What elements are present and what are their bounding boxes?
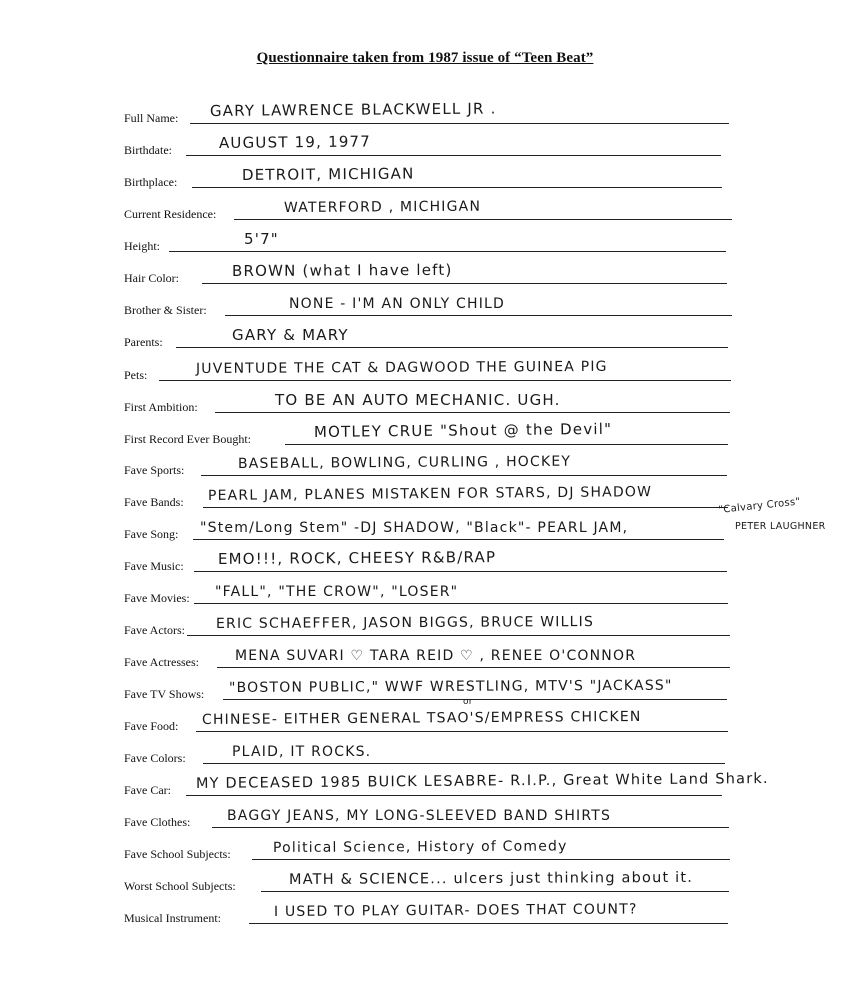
handwritten-answer: BROWN (what I have left) xyxy=(231,260,453,280)
answer-line xyxy=(203,763,725,764)
field-label: Fave Clothes: xyxy=(124,815,191,829)
field-label: Birthplace: xyxy=(124,175,178,189)
field-row xyxy=(124,510,726,542)
field-row xyxy=(124,542,729,574)
field-row xyxy=(124,446,729,478)
answer-line xyxy=(234,219,732,220)
field-row xyxy=(124,383,732,415)
handwritten-answer: PLAID, IT ROCKS. xyxy=(232,744,372,760)
handwritten-answer: BAGGY JEANS, MY LONG-SLEEVED BAND SHIRTS xyxy=(227,808,612,824)
field-row xyxy=(124,862,731,894)
handwritten-answer: MATH & SCIENCE... ulcers just thinking about it. xyxy=(288,869,694,888)
handwritten-answer: DETROIT, MICHIGAN xyxy=(241,164,415,184)
handwritten-answer: CHINESE- EITHER GENERAL TSAO'S/EMPRESS CHICKEN xyxy=(201,708,642,728)
answer-line xyxy=(217,667,730,668)
field-label: First Record Ever Bought: xyxy=(124,432,251,446)
field-label: Fave Sports: xyxy=(124,463,185,477)
field-row xyxy=(124,158,724,190)
field-label: Worst School Subjects: xyxy=(124,879,236,893)
field-label: Fave Song: xyxy=(124,527,179,541)
field-row xyxy=(124,222,728,254)
song-annotation-artist: PETER LAUGHNER xyxy=(735,521,826,532)
handwritten-answer: GARY LAWRENCE BLACKWELL JR . xyxy=(209,99,497,120)
handwritten-answer: TO BE AN AUTO MECHANIC. UGH. xyxy=(275,391,561,409)
answer-line xyxy=(186,795,722,796)
answer-line xyxy=(203,507,728,508)
answer-line xyxy=(223,699,727,700)
handwritten-answer: "FALL", "THE CROW", "LOSER" xyxy=(215,584,459,600)
field-label: Fave Car: xyxy=(124,783,171,797)
answer-line xyxy=(190,123,729,124)
handwritten-answer: MENA SUVARI ♡ TARA REID ♡ , RENEE O'CONNOR xyxy=(235,648,637,664)
song-annotation-title: "Calvary Cross" xyxy=(718,496,801,516)
field-label: Current Residence: xyxy=(124,207,217,221)
field-row xyxy=(124,254,729,286)
handwritten-answer: JUVENTUDE THE CAT & DAGWOOD THE GUINEA PIG xyxy=(195,358,608,377)
field-row xyxy=(124,798,731,830)
handwritten-answer: GARY & MARY xyxy=(232,326,349,344)
field-row xyxy=(124,702,730,734)
answer-line xyxy=(176,347,728,348)
handwritten-answer: EMO!!!, ROCK, CHEESY R&B/RAP xyxy=(217,548,497,568)
field-row xyxy=(124,126,723,158)
field-label: Fave School Subjects: xyxy=(124,847,231,861)
field-label: Full Name: xyxy=(124,111,179,125)
field-label: Fave Music: xyxy=(124,559,184,573)
field-row xyxy=(124,478,730,510)
answer-line xyxy=(169,251,726,252)
field-label: Fave Colors: xyxy=(124,751,186,765)
answer-line xyxy=(225,315,732,316)
field-label: Fave Actresses: xyxy=(124,655,199,669)
field-row xyxy=(124,830,732,862)
answer-line xyxy=(187,635,730,636)
answer-line xyxy=(186,155,721,156)
answer-line xyxy=(192,187,722,188)
field-row xyxy=(124,766,769,798)
field-label: Pets: xyxy=(124,368,148,382)
answer-line xyxy=(285,444,728,445)
handwritten-answer: "Stem/Long Stem" -DJ SHADOW, "Black"- PEARL JAM, xyxy=(200,520,629,536)
handwritten-answer: PEARL JAM, PLANES MISTAKEN FOR STARS, DJ SHADOW xyxy=(207,484,653,504)
field-label: Parents: xyxy=(124,335,163,349)
field-label: First Ambition: xyxy=(124,400,198,414)
field-row xyxy=(124,286,734,318)
field-label: Fave Movies: xyxy=(124,591,190,605)
answer-line xyxy=(193,539,724,540)
page-title: Questionnaire taken from 1987 issue of “Teen Beat” xyxy=(256,50,594,66)
answer-line xyxy=(261,891,729,892)
field-row xyxy=(124,638,732,670)
field-label: Fave TV Shows: xyxy=(124,687,205,701)
answer-line xyxy=(194,603,728,604)
answer-line xyxy=(249,923,728,924)
field-row xyxy=(124,190,734,222)
handwritten-answer: AUGUST 19, 1977 xyxy=(218,132,372,152)
handwritten-answer: NONE - I'M AN ONLY CHILD xyxy=(289,296,506,312)
field-label: Fave Actors: xyxy=(124,623,185,637)
field-label: Brother & Sister: xyxy=(124,303,207,317)
answer-line xyxy=(194,571,727,572)
answer-line xyxy=(215,412,730,413)
handwritten-answer: MOTLEY CRUE "Shout @ the Devil" xyxy=(313,419,613,441)
field-label: Birthdate: xyxy=(124,143,172,157)
field-row xyxy=(124,606,732,638)
answer-line xyxy=(202,283,727,284)
handwritten-answer: 5'7" xyxy=(244,230,279,248)
field-label: Musical Instrument: xyxy=(124,911,221,925)
handwritten-answer: ERIC SCHAEFFER, JASON BIGGS, BRUCE WILLIS xyxy=(215,614,595,632)
field-label: Fave Bands: xyxy=(124,495,184,509)
field-label: Fave Food: xyxy=(124,719,179,733)
handwritten-answer: "BOSTON PUBLIC," WWF WRESTLING, MTV'S "JACKASS" xyxy=(228,677,673,696)
field-row xyxy=(124,734,727,766)
field-row xyxy=(124,351,733,383)
answer-line xyxy=(196,731,728,732)
field-row xyxy=(124,415,730,447)
handwritten-answer: BASEBALL, BOWLING, CURLING , HOCKEY xyxy=(237,453,572,472)
field-row xyxy=(124,94,731,126)
field-label: Height: xyxy=(124,239,160,253)
answer-line xyxy=(201,475,727,476)
answer-line xyxy=(159,380,731,381)
handwritten-answer: WATERFORD , MICHIGAN xyxy=(283,198,482,216)
handwritten-answer: MY DECEASED 1985 BUICK LESABRE- R.I.P., Great White Land Shark. xyxy=(195,771,769,792)
field-row xyxy=(124,318,730,350)
field-label: Hair Color: xyxy=(124,271,179,285)
field-row xyxy=(124,894,730,926)
handwritten-answer: Political Science, History of Comedy xyxy=(272,838,568,856)
food-or-annotation: or xyxy=(463,697,473,707)
answer-line xyxy=(212,827,729,828)
field-row xyxy=(124,670,729,702)
field-row xyxy=(124,574,730,606)
answer-line xyxy=(252,859,730,860)
handwritten-answer: I USED TO PLAY GUITAR- DOES THAT COUNT? xyxy=(273,901,638,920)
